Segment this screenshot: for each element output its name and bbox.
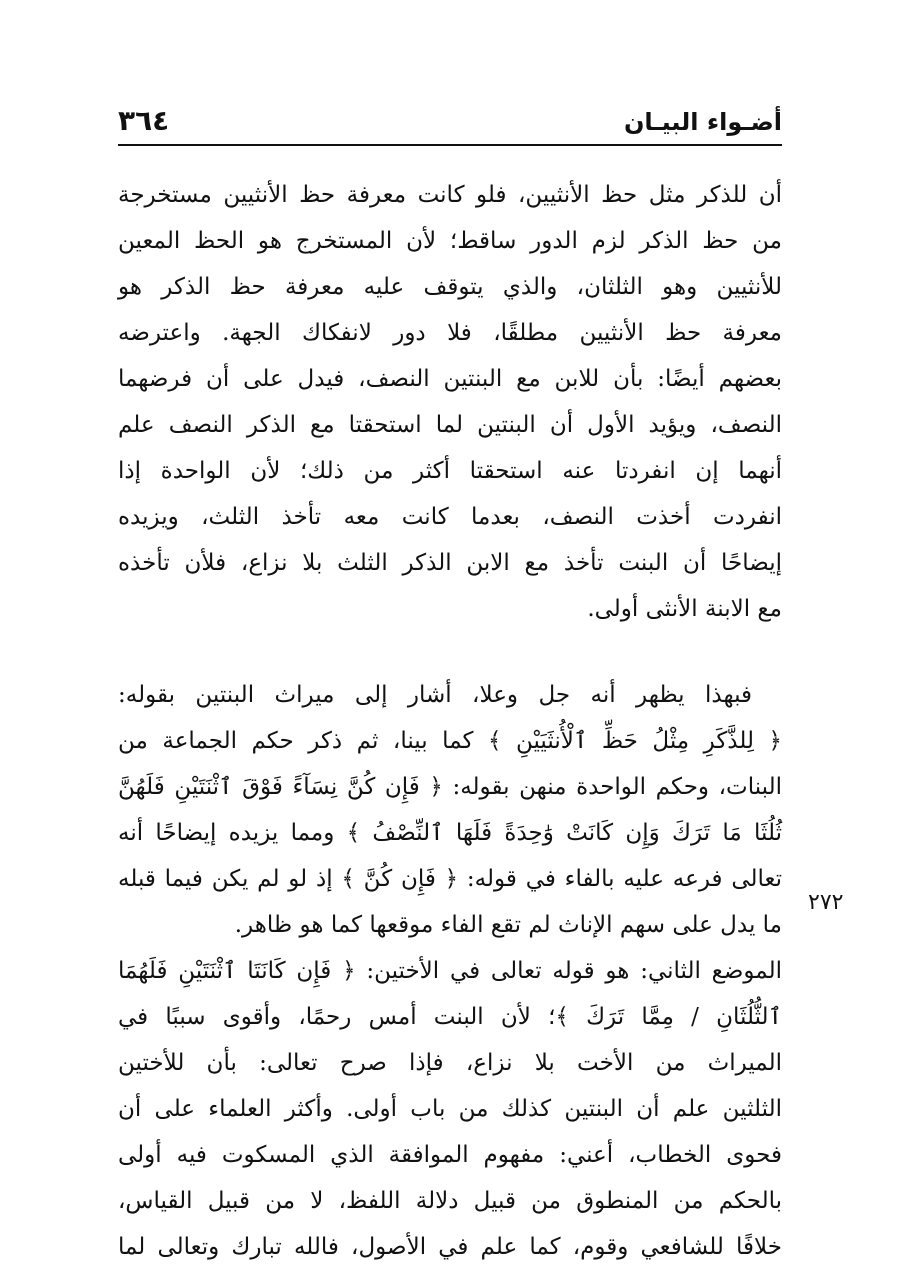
text-line: ما يدل على سهم الإناث لم تقع الفاء موقعها كما هو ظاهر. [234,912,782,938]
text-line: البنات، وحكم الواحدة منهن بقوله: ﴿ فَإِن كُنَّ نِسَآءً فَوْقَ ٱثْنَتَيْنِ فَلَهُنَّ [118,774,782,800]
text-line: ﴿ لِلذَّكَرِ مِثْلُ حَظِّ ٱلْأُنثَيَيْنِ ﴾ كما بينا، ثم ذكر حكم الجماعة من [118,728,782,754]
text-line: فبهذا يظهر أنه جل وعلا، أشار إلى ميراث البنتين بقوله: [118,682,752,708]
text-line: ثُلُثَا مَا تَرَكَ وَإِن كَانَتْ وَٰحِدَةً فَلَهَا ٱلنِّصْفُ ﴾ ومما يزيده إيضاحًا أنه [118,820,782,846]
text-line: انفردت أخذت النصف، بعدما كانت معه تأخذ الثلث، ويزيده [118,504,782,530]
text-line: للأنثيين وهو الثلثان، والذي يتوقف عليه معرفة حظ الذكر هو [118,274,782,300]
text-line: النصف، ويؤيد الأول أن البنتين لما استحقتا مع الذكر النصف علم [118,412,782,438]
text-line: معرفة حظ الأنثيين مطلقًا، فلا دور لانفكاك الجهة. واعترضه [118,320,782,346]
text-line: إيضاحًا أن البنت تأخذ مع الابن الذكر الثلث بلا نزاع، فلأن تأخذه [118,550,782,576]
book-title: أضـواء البيـان [623,108,782,136]
page-number: ٣٦٤ [118,104,170,137]
text-line: بالحكم من المنطوق من قبيل دلالة اللفظ، لا من قبيل القياس، [118,1188,782,1214]
margin-page-number: ٢٧٢ [808,890,844,915]
text-line: مع الابنة الأنثى أولى. [587,596,782,622]
paragraph-gap [118,632,782,672]
text-line: الثلثين علم أن البنتين كذلك من باب أولى. وأكثر العلماء على أن [118,1096,782,1122]
page-body [118,172,782,1270]
text-line: خلافًا للشافعي وقوم، كما علم في الأصول، فالله تبارك وتعالى لما [118,1234,782,1260]
text-line: الموضع الثاني: هو قوله تعالى في الأختين: ﴿ فَإِن كَانَتَا ٱثْنَتَيْنِ فَلَهُمَا [118,958,782,984]
text-line: من حظ الذكر لزم الدور ساقط؛ لأن المستخرج هو الحظ المعين [118,228,782,254]
text-line: تعالى فرعه عليه بالفاء في قوله: ﴿ فَإِن كُنَّ ﴾ إذ لو لم يكن فيما قبله [118,866,782,892]
text-line: أن للذكر مثل حظ الأنثيين، فلو كانت معرفة حظ الأنثيين مستخرجة [118,182,782,208]
page-header [118,100,782,146]
text-line: الميراث من الأخت بلا نزاع، فإذا صرح تعالى: بأن للأختين [118,1050,782,1076]
text-line: بعضهم أيضًا: بأن للابن مع البنتين النصف، فيدل على أن فرضهما [118,366,782,392]
text-line: أنهما إن انفردتا عنه استحقتا أكثر من ذلك؛ لأن الواحدة إذا [118,458,782,484]
paragraph-2 [118,672,782,1270]
text-line: ٱلثُّلُثَانِ / مِمَّا تَرَكَ ﴾؛ لأن البنت أمس رحمًا، وأقوى سببًا في [118,1004,782,1030]
text-line: فحوى الخطاب، أعني: مفهوم الموافقة الذي المسكوت فيه أولى [118,1142,782,1168]
paragraph-1 [118,172,782,632]
